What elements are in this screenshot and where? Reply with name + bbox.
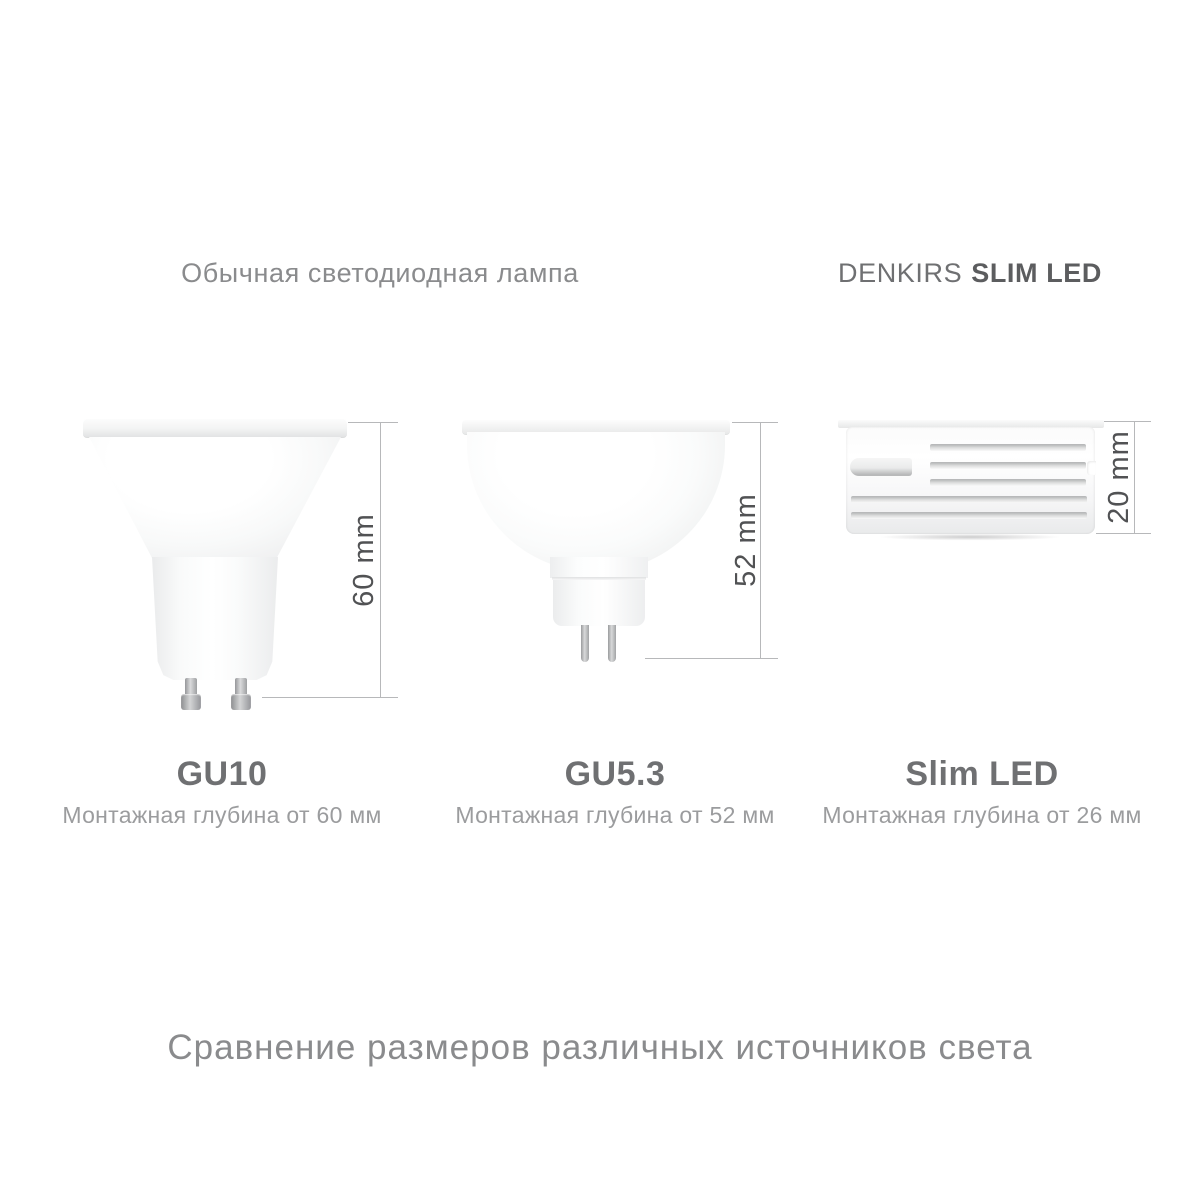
slim-led-groove <box>851 496 1087 503</box>
slim-led-side-notch <box>1087 461 1096 475</box>
gu53-dim-leader-bottom <box>645 658 778 659</box>
slim-led-groove <box>930 462 1086 469</box>
gu10-label-block <box>32 755 412 829</box>
slim-led-label-block <box>792 755 1172 829</box>
slim-led-groove <box>930 479 1086 486</box>
gu10-dim-leader-bottom <box>262 697 398 698</box>
gu53-label-block <box>425 755 805 829</box>
gu53-left-pin <box>581 625 589 662</box>
gu53-neck <box>553 580 645 626</box>
slim-led-side-slot <box>850 458 912 476</box>
gu10-dim-leader-top <box>348 422 398 423</box>
gu53-neck-collar <box>550 557 648 578</box>
brand-name: DENKIRS <box>837 258 963 288</box>
gu10-mount-depth: Монтажная глубина от 60 мм <box>62 802 382 828</box>
slim-led-groove <box>851 512 1087 519</box>
gu53-dim-leader-top <box>732 422 778 423</box>
slim-led-body <box>846 427 1095 534</box>
gu53-bulb-illustration <box>462 420 730 662</box>
regular-lamp-heading: Обычная светодиодная лампа <box>181 258 579 288</box>
gu10-dim-line <box>380 422 381 697</box>
gu10-rim <box>83 418 347 438</box>
gu53-name: GU5.3 <box>564 755 666 793</box>
gu10-right-pin-cap <box>231 694 251 710</box>
gu53-right-pin <box>608 625 616 662</box>
brand-heading <box>800 258 1140 289</box>
gu53-mount-depth: Монтажная глубина от 52 мм <box>455 802 775 828</box>
gu53-dim-label: 52 mm <box>730 493 762 587</box>
gu10-dim-label: 60 mm <box>348 513 380 607</box>
gu10-body <box>89 437 341 558</box>
gu10-neck <box>152 557 278 680</box>
bottom-caption: Сравнение размеров различных источников света <box>167 1028 1033 1067</box>
slim-led-module-illustration <box>838 420 1104 544</box>
slim-dim-label: 20 mm <box>1103 430 1135 524</box>
brand-series-name: SLIM LED <box>971 258 1103 288</box>
gu53-body <box>467 432 725 572</box>
slim-led-name: Slim LED <box>905 755 1059 793</box>
gu10-bulb-illustration <box>83 418 347 710</box>
gu10-left-pin-cap <box>181 694 201 710</box>
gu10-name: GU10 <box>176 755 268 793</box>
slim-led-mount-depth: Монтажная глубина от 26 мм <box>822 802 1142 828</box>
slim-led-groove <box>930 444 1086 451</box>
slim-led-shadow <box>844 534 1096 544</box>
